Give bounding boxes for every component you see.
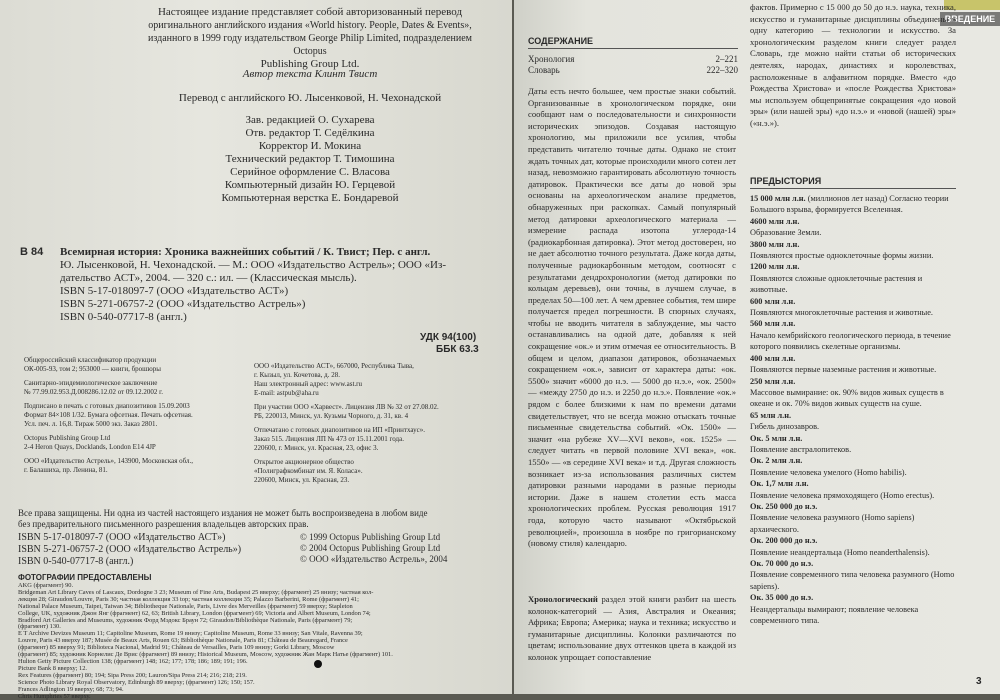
era-desc: Массовое вымирание: ок. 90% видов живых существ в океане и ок. 70% видов живых существ на суше. [750, 388, 944, 408]
era-date: Ок. 2 млн л.н. [750, 456, 802, 465]
author-line: Автор текста Клинт Твист [160, 68, 460, 81]
intro-line: оригинального английского издания «World history. People, Dates & Events», [140, 19, 480, 32]
toc-item-pages: 222–320 [707, 65, 739, 76]
rights-notice [18, 508, 504, 530]
era-desc: Появляются сложные одноклеточные растения и животные. [750, 274, 922, 294]
era-entry [750, 318, 956, 352]
chronology-lead: Хронологический [528, 594, 598, 604]
toc-list [528, 54, 738, 76]
era-desc: Появляются многоклеточные растения и животные. [750, 308, 933, 317]
credit-line: Корректор И. Мокина [160, 140, 460, 153]
era-desc: Появление неандертальца (Homo neanderthalensis). [750, 548, 930, 557]
bbk-code: ББК 63.3 [436, 344, 479, 355]
copyright-line: © 2004 Octopus Publishing Group Ltd [300, 543, 510, 554]
era-date: 3800 млн л.н. [750, 240, 799, 249]
imprint-line: 220600, г. Минск, ул. Красная, 23, офис 3. [254, 444, 502, 453]
era-entry [750, 558, 956, 592]
toc-item-pages: 2–221 [716, 54, 739, 65]
era-date: 65 млн л.н. [750, 411, 791, 420]
era-desc: Появляются простые одноклеточные формы жизни. [750, 251, 933, 260]
intro-block [140, 6, 480, 71]
photo-credit-line: AKG (фрагмент) 90. [18, 583, 508, 590]
udk-code: УДК 94(100) [420, 332, 476, 343]
era-desc: Появление человека разумного (Homo sapiens) архаического. [750, 513, 914, 533]
rights-line: без предварительного письменного разрешения владельцев авторских прав. [18, 519, 504, 530]
imprint-line: Octopus Publishing Group Ltd [24, 434, 254, 443]
imprint-line: ОК-005-93, том 2; 953000 — книги, брошюры [24, 365, 254, 374]
photo-credit-line: Picture Bank 8 вверху; 12. [18, 666, 508, 673]
imprint-line: Заказ 515. Лицензия ЛП № 473 от 15.11.2001 года. [254, 435, 502, 444]
photo-credit-line: (фрагмент) 85 вверху 91; Biblioteca Nacional, Madrid 91; Château de Versailles, Paris 109 внизу; Gorki Library, Moscow [18, 645, 508, 652]
isbn-line: ISBN 0-540-07717-8 (англ.) [18, 556, 288, 568]
photo-credit-line: College, UK, художник Джон Янг (фрагмент) 62, 63; British Library, London (фрагмент) 69; Victoria and Albert Museum, London 74; [18, 611, 508, 618]
imprint-right [254, 362, 502, 485]
photo-credit-line: Chris Humphries 57 вверху. [18, 694, 508, 700]
credit-line: Зав. редакцией О. Сухарева [160, 114, 460, 127]
copyright-line: © 1999 Octopus Publishing Group Ltd [300, 532, 510, 543]
isbn-line: ISBN 5-271-06757-2 (ООО «Издательство Астрель») [18, 544, 288, 556]
prehistory-section [750, 176, 956, 626]
intro-paragraph: Даты есть нечто большее, чем простые знаки событий. Организованные в хронологическом порядке, они сообщают нам о последовательности и синхронности исторических эпизодов. Создавая настоящую хронологию, мы приложили все усилия, чтобы представить читателю точные даты. Однако не стоит ждать точных дат, которые происходили много сотен лет назад, невозможно гарантировать абсолютную точность датировок. Практически все даты до новой эры основаны на археологическом анализе предметов, обнаруженных при раскопках. Самый популярный метод датировки археологического материала — измерение распада изотопа углерода-14 (радиокарбонная датировка). Этот метод достоверен, но не дает абсолютно точного результата. Даже когда даты, полученные радиокарбонным методом, соотносят с результатами дендрохронологии (метод датировки по кольцам деревьев), они точны, в лучшем случае, в пределах 50—100 лет. А чем древнее события, тем шире получается предел погрешности. В спорных случаях, чтобы не вводить читателя в заблуждение, мы часто останавливались на одной дате, добавляя к ней сокращение «ок.» и этим отмечая ее относительность. В общем и целом, диапазон датировок, обозначаемых сокращением «ок.», зависит от характера даты: «ок. 5500» значит «6000 до н.э. — 5000 до н.э.», «ок. 2500» — «между 2750 до н.э. и 2250 до н.э.». Появление «ок.» рядом с более близкими к нам по времени датами свидетельствует, что не всегда можно отыскать точные письменные свидетельства событий. «Ок. 1500» — значит «на рубеже XV—XVI веков», «ок. 1525» — следует читать «в первой половине XVI века», «ок. 1550» — «в середине XVI века» и т.д. Другая сложность возникает из-за использования различных систем датировки разными народами в разные периоды истории. Даже в нашем столетии есть масса хронологических проблем. Русская революция 1917 года, которую часто называют «Октябрьской революцией», произошла в ноябре по григорианскому (новому стиля) календарю. [528, 86, 736, 554]
era-desc: Начало кембрийского геологического периода, в течение которого появились скелетные организмы. [750, 331, 951, 351]
imprint-line: ООО «Издательство Астрель», 143900, Московская обл., [24, 457, 254, 466]
catalog-entry [60, 246, 500, 324]
era-desc: Появление современного типа человека разумного (Homo sapiens). [750, 570, 954, 590]
section-header-label: ВВЕДЕНИЕ [940, 12, 1000, 26]
catalog-line: Всемирная история: Хроника важнейших событий / К. Твист; Пер. с англ. [60, 246, 500, 259]
photo-credit-line: Louvre, Paris 43 вверху 187; Musée de Beaux Arts, Rouen 63; Bibliothèque Nationale, Paris 81; Château de Beauregard, France [18, 638, 508, 645]
photo-credits [18, 573, 508, 700]
photo-credit-line: Frances Adlington 19 вверху; 68; 73; 94. [18, 687, 508, 694]
photo-credits-list [18, 583, 508, 700]
era-entry [750, 433, 956, 456]
photo-credit-line: Science Photo Library Royal Observatory, Edinburgh 89 вверху; (фрагмент) 126; 150; 157. [18, 680, 508, 687]
rights-line: Все права защищены. Ни одна из частей настоящего издания не может быть воспроизведена в любом виде [18, 508, 504, 519]
era-desc: Появление человека умелого (Homo habilis). [750, 468, 907, 477]
era-date: Ок. 1,7 млн л.н. [750, 479, 809, 488]
era-desc: Появление австралопитеков. [750, 445, 851, 454]
imprint-left [24, 356, 254, 475]
imprint-line: Общероссийский классификатор продукции [24, 356, 254, 365]
catalog-code: В 84 [20, 246, 43, 258]
era-desc: Гибель динозавров. [750, 422, 819, 431]
era-date: 600 млн л.н. [750, 297, 795, 306]
era-date: 560 млн л.н. [750, 319, 795, 328]
era-date: Ок. 70 000 до н.э. [750, 559, 813, 568]
isbn-line: ISBN 5-17-018097-7 (ООО «Издательство АСТ») [18, 532, 288, 544]
era-entry [750, 376, 956, 410]
era-date: 1200 млн л.н. [750, 262, 799, 271]
photo-credit-line: Rex Features (фрагмент) 80; 194; Sipa Press 200; Lauron/Sipa Press 214; 216; 218; 219. [18, 673, 508, 680]
catalog-line: Ю. Лысенковой, Н. Чехонадской. — М.: ООО «Издательство Астрель»; ООО «Из- [60, 259, 500, 272]
right-page [514, 0, 1000, 694]
imprint-line: г. Кызыл, ул. Кочетова, д. 28. [254, 371, 502, 380]
catalog-line: ISBN 0-540-07717-8 (англ.) [60, 311, 500, 324]
chronology-paragraph [528, 594, 736, 690]
isbn-block [18, 532, 288, 568]
photo-credit-line: лекция 28; Giraudon/Louvre, Paris 30; частная коллекция 33 top; частная коллекция 35; Palazzo Barberini, Rome (фрагмент) 41; [18, 597, 508, 604]
era-desc: Неандертальцы вымирают; появление человека современного типа. [750, 605, 918, 625]
era-entry [750, 501, 956, 535]
era-entry [750, 353, 956, 376]
credit-line: Технический редактор Т. Тимошина [160, 153, 460, 166]
era-date: 4600 млн л.н. [750, 217, 799, 226]
imprint-line: Подписано в печать с готовых диапозитивов 15.09.2003 [24, 402, 254, 411]
translation-line: Перевод с английского Ю. Лысенковой, Н. Чехонадской [120, 92, 500, 105]
imprint-line: При участии ООО «Харвест». Лицензия ЛВ № 32 от 27.08.02. [254, 403, 502, 412]
catalog-line: дательство АСТ», 2004. — 320 с.: ил. — (Классическая мысль). [60, 272, 500, 285]
era-date: Ок. 200 000 до н.э. [750, 536, 817, 545]
chronology-text: раздел этой книги разбит на шесть колонок-категорий — Азия, Австралия и Океания; Африка; Европа; Америка; наука и техника; искусство и гуманитарные дисциплины. Колонки различаются по цветам; использование двух оттенков цвета в каждой из колонок упрощает сопоставление [528, 594, 736, 662]
era-entry [750, 193, 956, 216]
era-date: 400 млн л.н. [750, 354, 795, 363]
era-date: Ок. 250 000 до н.э. [750, 502, 817, 511]
era-entry [750, 455, 956, 478]
era-date: Ок. 5 млн л.н. [750, 434, 802, 443]
photo-credits-heading: ФОТОГРАФИИ ПРЕДОСТАВЛЕНЫ [18, 573, 508, 583]
catalog-line: ISBN 5-17-018097-7 (ООО «Издательство АСТ») [60, 285, 500, 298]
imprint-line: ООО «Издательство АСТ», 667000, Республика Тыва, [254, 362, 502, 371]
photo-credit-line: National Palace Museum, Taipei, Taiwan 34; Bibliotheque Nationale, Paris, Livre des Merveilles (фрагмент) 59 вверху; Stapleton [18, 604, 508, 611]
copyright-block [300, 532, 510, 565]
era-entry [750, 296, 956, 319]
era-entry [750, 239, 956, 262]
photo-credit-line: (фрагмент) 130. [18, 624, 508, 631]
era-desc: Появляются первые наземные растения и животные. [750, 365, 936, 374]
imprint-line: Открытое акционерное общество [254, 458, 502, 467]
photo-credit-line: Bridgeman Art Library Caves of Lascaux, Dordogne 3 23; Museum of Fine Arts, Budapest 25 вверху; (фрагмент) 25 внизу; частная кол- [18, 590, 508, 597]
photo-credit-line: (фрагмент) 85; художник Корнелис Де Врис (фрагмент) 89 внизу; Historical Museum, Moscow, художник Жан Марк Натье (фрагмент) 101. [18, 652, 508, 659]
intro-line: Настоящее издание представляет собой авторизованный перевод [140, 6, 480, 19]
copyright-line: © ООО «Издательство Астрель», 2004 [300, 554, 510, 565]
imprint-line: «Полиграфкомбинат им. Я. Коласа». [254, 467, 502, 476]
prehistory-heading: ПРЕДЫСТОРИЯ [750, 176, 956, 186]
photo-credit-line: Hulton Getty Picture Collection 138; (фрагмент) 148; 162; 177; 178; 186; 189; 191; 196. [18, 659, 508, 666]
era-entry [750, 478, 956, 501]
credit-line: Компьютерная верстка Е. Бондаревой [160, 192, 460, 205]
imprint-line: Отпечатано с готовых диапозитивов на ИП «Принтхаус». [254, 426, 502, 435]
imprint-line: Усл. печ. л. 16,8. Тираж 5000 экз. Заказ 2801. [24, 420, 254, 429]
imprint-line: Санитарно-эпидемиологическое заключение [24, 379, 254, 388]
imprint-line: E-mail: astpub@aha.ru [254, 389, 502, 398]
imprint-line: Формат 84×108 1/32. Бумага офсетная. Печать офсетная. [24, 411, 254, 420]
toc-item[interactable] [528, 54, 738, 65]
era-list [750, 193, 956, 626]
imprint-line: Наш электронный адрес: www.ast.ru [254, 380, 502, 389]
imprint-line: 2-4 Heron Quays, Docklands, London E14 4JP [24, 443, 254, 452]
toc-block [528, 36, 738, 76]
era-entry [750, 261, 956, 295]
photo-credit-line: E T Archive Devizes Museum 11; Capitoline Museum, Rome 19 внизу; Capitoline Museum, Rome 33 внизу; San Vitale, Ravenna 39; [18, 631, 508, 638]
imprint-line: г. Балашиха, пр. Ленина, 81. [24, 466, 254, 475]
credit-line: Серийное оформление С. Власова [160, 166, 460, 179]
credit-line: Отв. редактор Т. Седёлкина [160, 127, 460, 140]
toc-item[interactable] [528, 65, 738, 76]
era-desc: Образование Земли. [750, 228, 821, 237]
toc-divider [528, 48, 738, 49]
era-date: 15 000 млн л.н. [750, 194, 806, 203]
toc-heading: СОДЕРЖАНИЕ [528, 36, 738, 46]
era-desc: Появление человека прямоходящего (Homo erectus). [750, 491, 934, 500]
intro-line: Publishing Group Ltd. [140, 58, 480, 71]
toc-item-label: Хронология [528, 54, 574, 65]
era-entry [750, 216, 956, 239]
page-number: 3 [976, 676, 982, 687]
toc-item-label: Словарь [528, 65, 560, 76]
era-entry [750, 410, 956, 433]
era-entry [750, 535, 956, 558]
era-date: 250 млн л.н. [750, 377, 795, 386]
intro-paragraph-cont: фактов. Примерно с 15 000 до 50 до н.э. наука, техника, искусство и гуманитарные дисциплины объединены в одну категорию — технологии и искусство. За хронологическим разделом книги следует раздел Словарь, где можно найти статьи об исторических деятелях, народах, династиях и королевствах, расположенные в алфавитном порядке. Вместо «до Рождества Христова» и «после Рождества Христова» мы используем общепринятые сокращения «до новой эры» (или нашей эры) «до н.э.» и «новой (нашей) эры» («н.э.»). [750, 2, 956, 170]
ink-spot [314, 660, 322, 668]
credits-block [160, 114, 460, 205]
imprint-line: 220600, Минск, ул. Красная, 23. [254, 476, 502, 485]
credit-line: Компьютерный дизайн Ю. Герцевой [160, 179, 460, 192]
photo-credit-line: Bradford Art Galleries and Museums, художник Форд Мэдокс Браун 72; Giraudon/Bibliothèque Nationale, Paris (фрагмент) 79; [18, 618, 508, 625]
intro-line: изданного в 1999 году издательством George Philip Limited, подразделением Octopus [140, 32, 480, 58]
imprint-line: РБ, 220013, Минск, ул. Кузьмы Чорного, д. 31, кв. 4 [254, 412, 502, 421]
catalog-line: ISBN 5-271-06757-2 (ООО «Издательство Астрель») [60, 298, 500, 311]
prehistory-divider [750, 188, 956, 189]
era-entry [750, 592, 956, 626]
imprint-line: № 77.99.02.953.Д.008286.12.02 от 09.12.2002 г. [24, 388, 254, 397]
era-desc: (миллионов лет назад) Согласно теории Большого взрыва, формируется Вселенная. [750, 194, 949, 214]
era-date: Ок. 35 000 до н.э. [750, 593, 813, 602]
